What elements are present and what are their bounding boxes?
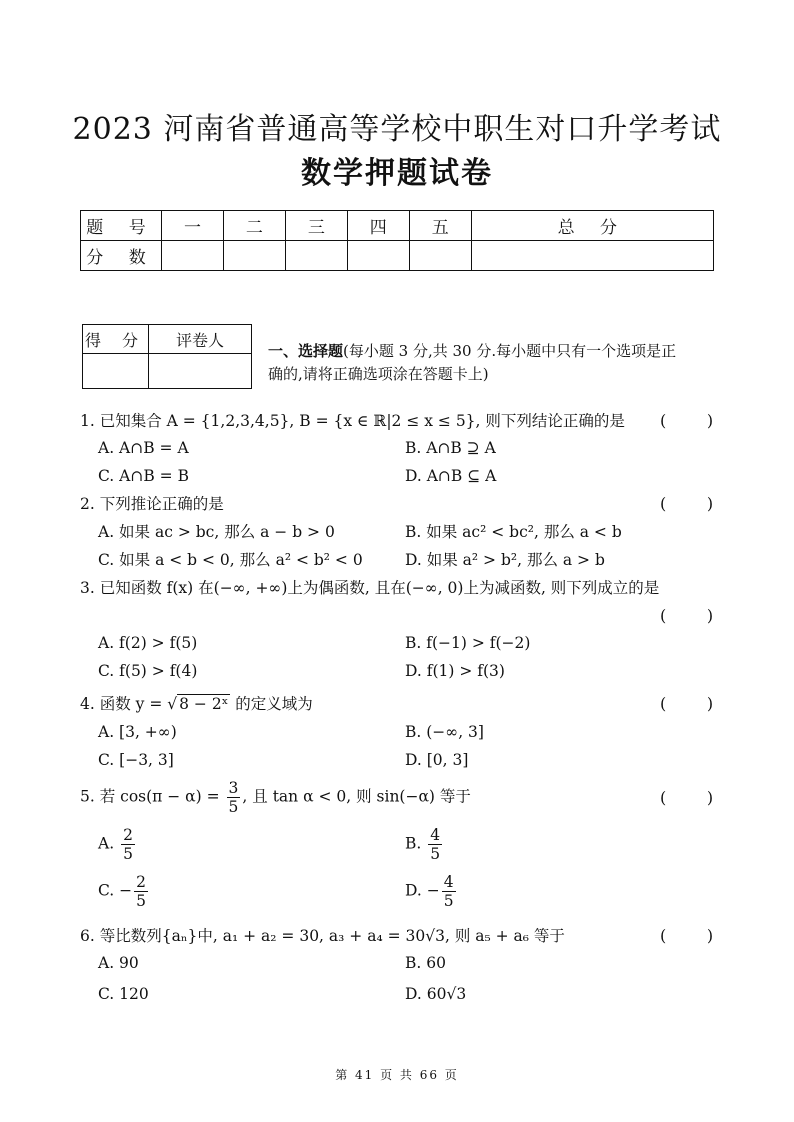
- fraction-denominator: 5: [443, 892, 454, 910]
- option-2d[interactable]: D. 如果 a² > b², 那么 a > b: [405, 551, 605, 569]
- answer-paren-4[interactable]: ( ): [660, 694, 714, 713]
- question-5-fraction: [227, 779, 241, 816]
- answer-paren-5[interactable]: ( ): [660, 788, 714, 807]
- option-6d[interactable]: D. 60√3: [405, 985, 467, 1003]
- section-desc-line2: 确的,请将正确选项涂在答题卡上): [268, 365, 489, 383]
- question-2-stem: 2. 下列推论正确的是: [80, 495, 224, 513]
- question-5-stem-post: , 且 tan α < 0, 则 sin(−α) 等于: [242, 787, 471, 806]
- section-desc-line1: (每小题 3 分,共 30 分.每小题中只有一个选项是正: [343, 342, 677, 360]
- option-1a[interactable]: A. A∩B = A: [98, 439, 189, 457]
- option-2a[interactable]: A. 如果 ac > bc, 那么 a − b > 0: [98, 523, 335, 541]
- fraction-denominator: 5: [136, 892, 147, 910]
- question-5-stem-pre: 5. 若 cos(π − α) =: [80, 787, 225, 806]
- score-col-total: 总 分: [471, 211, 713, 241]
- option-1d[interactable]: D. A∩B ⊆ A: [405, 467, 497, 485]
- option-letter: C.: [98, 881, 115, 900]
- option-2b[interactable]: B. 如果 ac² < bc², 那么 a < b: [405, 523, 622, 541]
- grader-table: [82, 324, 252, 389]
- option-6c[interactable]: C. 120: [98, 985, 149, 1003]
- option-1b[interactable]: B. A∩B ⊇ A: [405, 439, 496, 457]
- question-5-stem: [80, 779, 471, 816]
- grader-name-label: 评卷人: [149, 325, 252, 354]
- question-4-stem-post: 的定义域为: [230, 695, 313, 713]
- option-sign: −: [426, 881, 440, 900]
- question-1-stem: 1. 已知集合 A = {1,2,3,4,5}, B = {x ∈ ℝ|2 ≤ x ≤ 5}, 则下列结论正确的是: [80, 412, 625, 430]
- score-col-1: 一: [162, 211, 224, 241]
- option-4b[interactable]: B. (−∞, 3]: [405, 723, 484, 741]
- fraction-denominator: 5: [123, 845, 133, 863]
- option-fraction: [428, 826, 442, 863]
- option-4d[interactable]: D. [0, 3]: [405, 751, 469, 769]
- option-5c[interactable]: [98, 873, 150, 910]
- option-4c[interactable]: C. [−3, 3]: [98, 751, 174, 769]
- sqrt-sign: √: [167, 695, 178, 713]
- fraction-numerator: 4: [443, 873, 454, 891]
- option-letter: B.: [405, 834, 422, 853]
- exam-title: 2023 河南省普通高等学校中职生对口升学考试: [72, 112, 722, 147]
- answer-paren-1[interactable]: ( ): [660, 411, 714, 430]
- option-2c[interactable]: C. 如果 a < b < 0, 那么 a² < b² < 0: [98, 551, 363, 569]
- question-4-stem-pre: 4. 函数 y =: [80, 695, 168, 713]
- option-6b[interactable]: B. 60: [405, 954, 446, 972]
- score-cell[interactable]: [409, 241, 471, 271]
- option-1c[interactable]: C. A∩B = B: [98, 467, 189, 485]
- score-col-5: 五: [409, 211, 471, 241]
- grader-name-cell[interactable]: [149, 354, 252, 389]
- fraction-numerator: 3: [228, 779, 239, 797]
- option-5a[interactable]: [98, 826, 137, 863]
- score-cell[interactable]: [162, 241, 224, 271]
- score-cell[interactable]: [347, 241, 409, 271]
- answer-paren-6[interactable]: ( ): [660, 926, 714, 945]
- option-3d[interactable]: D. f(1) > f(3): [405, 662, 505, 680]
- score-col-label: 题 号: [81, 211, 162, 241]
- section-heading: [268, 340, 718, 386]
- grader-header-row: [83, 325, 252, 354]
- option-3b[interactable]: B. f(−1) > f(−2): [405, 634, 531, 652]
- fraction-denominator: 5: [430, 845, 441, 863]
- score-table-score-row: [81, 241, 714, 271]
- fraction-numerator: 4: [430, 826, 441, 844]
- fraction-numerator: 2: [136, 873, 147, 891]
- fraction-denominator: 5: [228, 798, 239, 816]
- answer-paren-3[interactable]: ( ): [660, 606, 714, 625]
- grader-score-label: 得 分: [83, 325, 149, 354]
- option-6a[interactable]: A. 90: [98, 954, 139, 972]
- option-5b[interactable]: [405, 826, 444, 863]
- question-3-stem: 3. 已知函数 f(x) 在(−∞, +∞)上为偶函数, 且在(−∞, 0)上为减函数, 则下列成立的是: [80, 579, 660, 597]
- option-fraction: [134, 873, 148, 910]
- option-3c[interactable]: C. f(5) > f(4): [98, 662, 198, 680]
- page-footer: 第 41 页 共 66 页: [335, 1068, 459, 1082]
- answer-paren-2[interactable]: ( ): [660, 494, 714, 513]
- option-4a[interactable]: A. [3, +∞): [98, 723, 177, 741]
- grader-score-cell[interactable]: [83, 354, 149, 389]
- question-4-radicand: 8 − 2ˣ: [179, 695, 229, 713]
- score-table: [80, 210, 714, 271]
- fraction-numerator: 2: [123, 826, 133, 844]
- score-col-4: 四: [347, 211, 409, 241]
- exam-subtitle: 数学押题试卷: [301, 156, 493, 191]
- grader-input-row: [83, 354, 252, 389]
- option-letter: D.: [405, 881, 422, 900]
- score-cell[interactable]: [285, 241, 347, 271]
- score-cell[interactable]: [223, 241, 285, 271]
- option-5d[interactable]: [405, 873, 458, 910]
- section-title: 一、选择题: [268, 342, 344, 360]
- option-fraction: [442, 873, 456, 910]
- option-letter: A.: [98, 834, 115, 853]
- score-col-2: 二: [223, 211, 285, 241]
- score-cell[interactable]: [471, 241, 713, 271]
- question-6-stem: 6. 等比数列{aₙ}中, a₁ + a₂ = 30, a₃ + a₄ = 30√3, 则 a₅ + a₆ 等于: [80, 927, 565, 945]
- score-row-label: 分 数: [81, 241, 162, 271]
- option-sign: −: [119, 881, 133, 900]
- option-fraction: [121, 826, 135, 863]
- score-col-3: 三: [285, 211, 347, 241]
- question-4-stem: [80, 694, 313, 714]
- score-table-header-row: [81, 211, 714, 241]
- option-3a[interactable]: A. f(2) > f(5): [98, 634, 198, 652]
